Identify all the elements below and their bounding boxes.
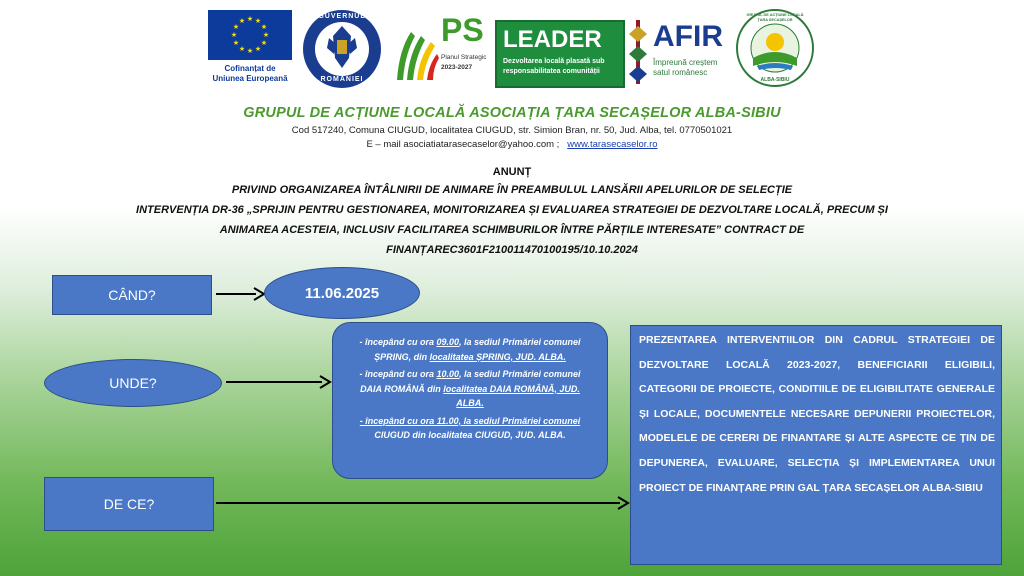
announcement-line3: ANIMAREA ACESTEIA, INCLUSIV FACILITAREA SCHIMBURILOR ÎNTRE PĂRȚILE INTERESATE” CONTRACT DE (219, 224, 805, 236)
leader-title: LEADER (503, 26, 602, 53)
leader-line2: responsabilitatea comunității (503, 68, 600, 75)
announcement-title: ANUNȚ (492, 166, 532, 178)
gal-seal-bottom-text: ALBA-SIBIU (760, 77, 790, 83)
announcement-line2: INTERVENȚIA DR-36 „SPRIJIN PENTRU GESTIONAREA, MONITORIZAREA ȘI EVALUAREA STRATEGIEI DE DEZVOLTARE LOCALĂ, PRECUM ȘI (136, 204, 888, 216)
location-1-place: localitatea ȘPRING, JUD. ALBA. (429, 351, 566, 362)
gal-title: GRUPUL DE ACȚIUNE LOCALĂ ASOCIAȚIA ȚARA SECAȘELOR ALBA-SIBIU (243, 105, 781, 121)
gal-seal-logo (735, 8, 815, 90)
ps-caption-line2: 2023-2027 (441, 64, 473, 71)
svg-text:★: ★ (254, 17, 262, 25)
guvernul-top-text: GUVERNUL (318, 13, 366, 20)
locations-box (332, 322, 608, 479)
email-text: E – mail asociatiatarasecaselor@yahoo.com ; (366, 139, 560, 150)
unde-label: UNDE? (109, 375, 157, 391)
dece-box (44, 477, 214, 531)
eu-caption-line2: Uniunea Europeană (212, 74, 288, 83)
event-date: 11.06.2025 (304, 284, 380, 302)
svg-text:★: ★ (254, 45, 262, 53)
afir-line1: Împreună creștem (653, 58, 718, 67)
ps-letters: PS (441, 12, 484, 48)
ps-caption-line1: Planul Strategic (441, 54, 487, 61)
eu-flag-icon (208, 10, 292, 60)
cand-box (52, 275, 212, 315)
announcement-line1: PRIVIND ORGANIZAREA ÎNTÂLNIRII DE ANIMARE ÎN PREAMBULUL LANSĂRII APELURILOR DE SELECȚIE (231, 184, 793, 196)
cand-arrow-icon (216, 286, 266, 302)
guvernul-bottom-text: ROMÂNIEI (320, 76, 364, 83)
eu-logo (205, 10, 295, 90)
svg-text:★: ★ (260, 23, 268, 31)
unde-ellipse (44, 359, 222, 407)
unde-arrow-icon (226, 374, 332, 390)
gal-seal-top-text: GRUPUL DE ACȚIUNE LOCALĂ ȚARA SECAȘELOR (746, 13, 804, 22)
date-ellipse (264, 267, 420, 319)
afir-logo (627, 16, 733, 92)
guvernul-logo (301, 8, 383, 90)
location-3: - începând cu ora 11.00, la sediul Primăriei comunei CIUGUD din localitatea CIUGUD, JUD. ALBA. (359, 415, 581, 440)
afir-line2: satul românesc (653, 68, 708, 77)
location-1-time: 09.00 (436, 337, 459, 347)
cand-label: CÂND? (108, 287, 156, 303)
svg-text:★: ★ (238, 45, 246, 53)
location-2: - începând cu ora 10.00, la sediul Primăriei comunei DAIA ROMÂNĂ din localitatea DAIA ROMÂNĂ, JUD. ALBA. (359, 369, 581, 408)
dece-label: DE CE? (103, 496, 155, 512)
svg-text:★: ★ (246, 47, 254, 55)
website-link[interactable]: www.tarasecaselor.ro (567, 139, 658, 150)
announcement-line4: FINANȚAREC3601F210011470100195/10.10.2024 (386, 244, 638, 256)
purpose-box (630, 325, 1002, 565)
location-2-place: localitatea DAIA ROMÂNĂ, JUD. (443, 383, 580, 394)
svg-text:★: ★ (260, 39, 268, 47)
svg-text:★: ★ (232, 39, 240, 47)
location-2-time: 10.00 (436, 369, 459, 379)
leader-logo (495, 20, 625, 88)
eu-caption-line1: Cofinanțat de (224, 64, 276, 73)
purpose-text: PREZENTAREA INTERVENTIILOR DIN CADRUL STRATEGIEI DE DEZVOLTARE LOCALĂ 2023-2027, BENEFICIARII ELIGIBILI, CATEGORII DE PROIECTE, CONDITIILE DE ELIGIBILITATE GENERALE ȘI LOCALE, DOCUMENTELE NECESARE DEPUNERII PROIECTELOR, MODELELE DE CERERI DE FINANTARE ȘI ALTE ASPECTE CE ȚIN DE DEPUNEREA, EVALUARE, SELECȚIA ȘI IMPLEMENTAREA UNUI PROIECT DE FINANȚARE PRIN GAL ȚARA SECAȘELOR ALBA-SIBIU (639, 334, 995, 494)
svg-text:★: ★ (262, 31, 270, 39)
svg-text:★: ★ (232, 23, 240, 31)
logo-bar (205, 8, 815, 92)
ps-logo (391, 12, 487, 92)
svg-text:★: ★ (230, 31, 238, 39)
wheat-stripes-icon (391, 20, 439, 82)
afir-motif-icon (627, 20, 649, 84)
contact-line (0, 139, 1024, 150)
location-1: - începând cu ora 09.00, la sediul Primăriei comunei ȘPRING, din localitatea ȘPRING, JUD. ALBA. (359, 337, 581, 362)
leader-line1: Dezvoltarea locală plasată sub (503, 58, 605, 65)
svg-text:★: ★ (238, 17, 246, 25)
svg-text:★: ★ (246, 15, 254, 23)
address-line: Cod 517240, Comuna CIUGUD, localitatea CIUGUD, str. Simion Bran, nr. 50, Jud. Alba, tel. 0770501021 (291, 125, 733, 136)
dece-arrow-icon (216, 495, 632, 511)
afir-title: AFIR (653, 20, 723, 53)
